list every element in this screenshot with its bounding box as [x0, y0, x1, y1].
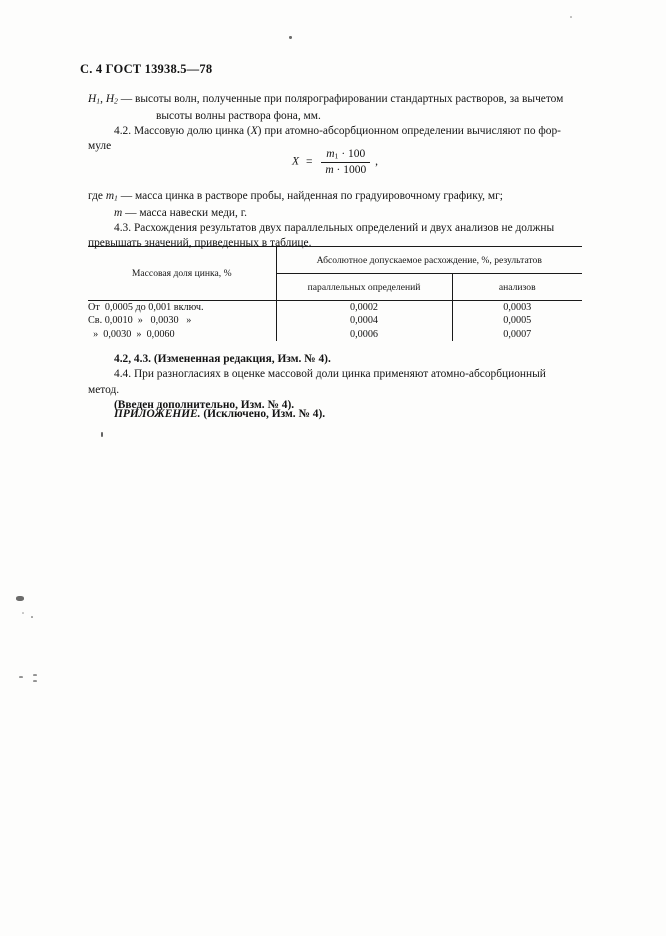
scan-speck: [33, 680, 37, 682]
range-row-1: Св. 0,0010 » 0,0030 »: [88, 315, 192, 327]
scan-speck: [16, 596, 24, 601]
table-cell-ranges: [88, 301, 276, 341]
formula-equals: =: [305, 155, 313, 168]
parallel-row-1: 0,0004: [349, 315, 378, 327]
formula-lhs: X: [292, 155, 300, 168]
header-cell-group: Абсолютное допускаемое расхождение, %, результатов: [276, 247, 582, 274]
formula-denominator: m · 1000: [325, 163, 367, 176]
scan-speck: [101, 432, 103, 437]
clause-4-2-paragraph: [88, 124, 582, 139]
where-line-1: [88, 189, 582, 206]
range-row-0: От 0,0005 до 0,001 включ.: [88, 302, 204, 313]
table-cell-analyses-values: [452, 301, 582, 341]
definition-line-2: высоты волны раствора фона, мм.: [156, 109, 321, 122]
scan-speck: [31, 616, 33, 618]
header-cell-parallel: параллельных определений: [276, 274, 452, 301]
clause-4-4-text: При разногласиях в оценке массовой доли цинка применяют атомно-абсорбционный: [131, 368, 546, 381]
symbol-definition-paragraph: [88, 92, 582, 109]
scan-speck: [19, 676, 23, 678]
symbol-h2: $H_2$: [105, 93, 118, 106]
scan-speck: [33, 674, 37, 676]
clause-4-4-number: 4.4.: [114, 368, 132, 381]
clause-4-2-text-after: ) при атомно-абсорбционном определении вычисляют по фор-: [257, 125, 561, 138]
body-content: [88, 92, 582, 155]
symbol-h1: $H_1$: [88, 93, 101, 106]
where-block: [88, 189, 582, 252]
table-body-row: [88, 301, 582, 341]
appendix-paragraph: [88, 408, 582, 420]
range-row-2: » 0,0030 » 0,0060: [88, 328, 175, 340]
appendix-label: ПРИЛОЖЕНИЕ.: [114, 408, 201, 420]
where-line-2: [88, 206, 582, 221]
formula-block: [88, 148, 582, 176]
parallel-row-2: 0,0006: [349, 328, 378, 340]
revision-note-42-43: [88, 352, 582, 367]
definition-dash: —: [117, 93, 136, 105]
clause-4-4-continuation: метод.: [88, 383, 120, 396]
parallel-row-0: 0,0002: [349, 302, 378, 313]
analyses-row-0: 0,0003: [503, 302, 532, 313]
running-head: С. 4 ГОСТ 13938.5—78: [80, 62, 213, 76]
variable-x: X: [250, 125, 258, 138]
definition-line-1: высоты волн, полученные при полярографировании стандартных растворов, за вычетом: [135, 93, 564, 105]
analyses-row-1: 0,0005: [503, 315, 532, 327]
where-definition-2: — масса навески меди, г.: [122, 206, 247, 219]
added-note-text: (Введен дополнительно, Изм. № 4).: [114, 399, 295, 412]
formula-fraction: [321, 148, 370, 176]
formula-numerator: $m_1 \cdot 100$: [321, 148, 370, 163]
symbol-separator: ,: [100, 93, 106, 105]
tolerance-table: [88, 246, 582, 341]
clause-4-3-text: Расхождения результатов двух параллельных определений и двух анализов не должны: [131, 222, 555, 235]
header-cell-analyses: анализов: [498, 281, 536, 293]
clause-4-2-text-before: Массовую долю цинка (: [131, 125, 251, 138]
table-header-row-1: [88, 247, 582, 274]
where-variable-m1: $m_1$: [105, 190, 118, 203]
appendix-status: (Исключено, Изм. № 4).: [200, 408, 326, 420]
tolerance-table-wrapper: [88, 246, 582, 341]
revision-note-text: 4.2, 4.3. (Измененная редакция, Изм. № 4).: [114, 353, 331, 365]
post-table-notes: [88, 352, 582, 414]
clause-4-3-number: 4.3.: [114, 222, 132, 235]
clause-4-3-paragraph: [88, 221, 582, 236]
analyses-row-2: 0,0007: [503, 328, 532, 340]
definition-line-2-paragraph: [88, 109, 582, 124]
appendix-block: [88, 408, 582, 420]
scan-speck: [289, 36, 292, 39]
scan-speck: [22, 612, 24, 614]
clause-4-3-continuation: превышать значений, приведенных в таблице.: [88, 237, 312, 250]
where-lead: где: [88, 190, 106, 202]
table-cell-parallel-values: [276, 301, 452, 341]
clause-4-4-paragraph: [88, 367, 582, 382]
formula-trailing-comma: ,: [375, 155, 378, 168]
clause-4-2-number: 4.2.: [114, 125, 132, 138]
scan-speck: [570, 16, 572, 18]
clause-4-2-continuation: муле: [88, 140, 112, 153]
where-definition-1: — масса цинка в растворе пробы, найденная по градуировочному графику, мг;: [117, 190, 503, 202]
header-cell-mass-fraction: Массовая доля цинка, %: [88, 247, 276, 301]
where-variable-m: m: [114, 206, 123, 219]
